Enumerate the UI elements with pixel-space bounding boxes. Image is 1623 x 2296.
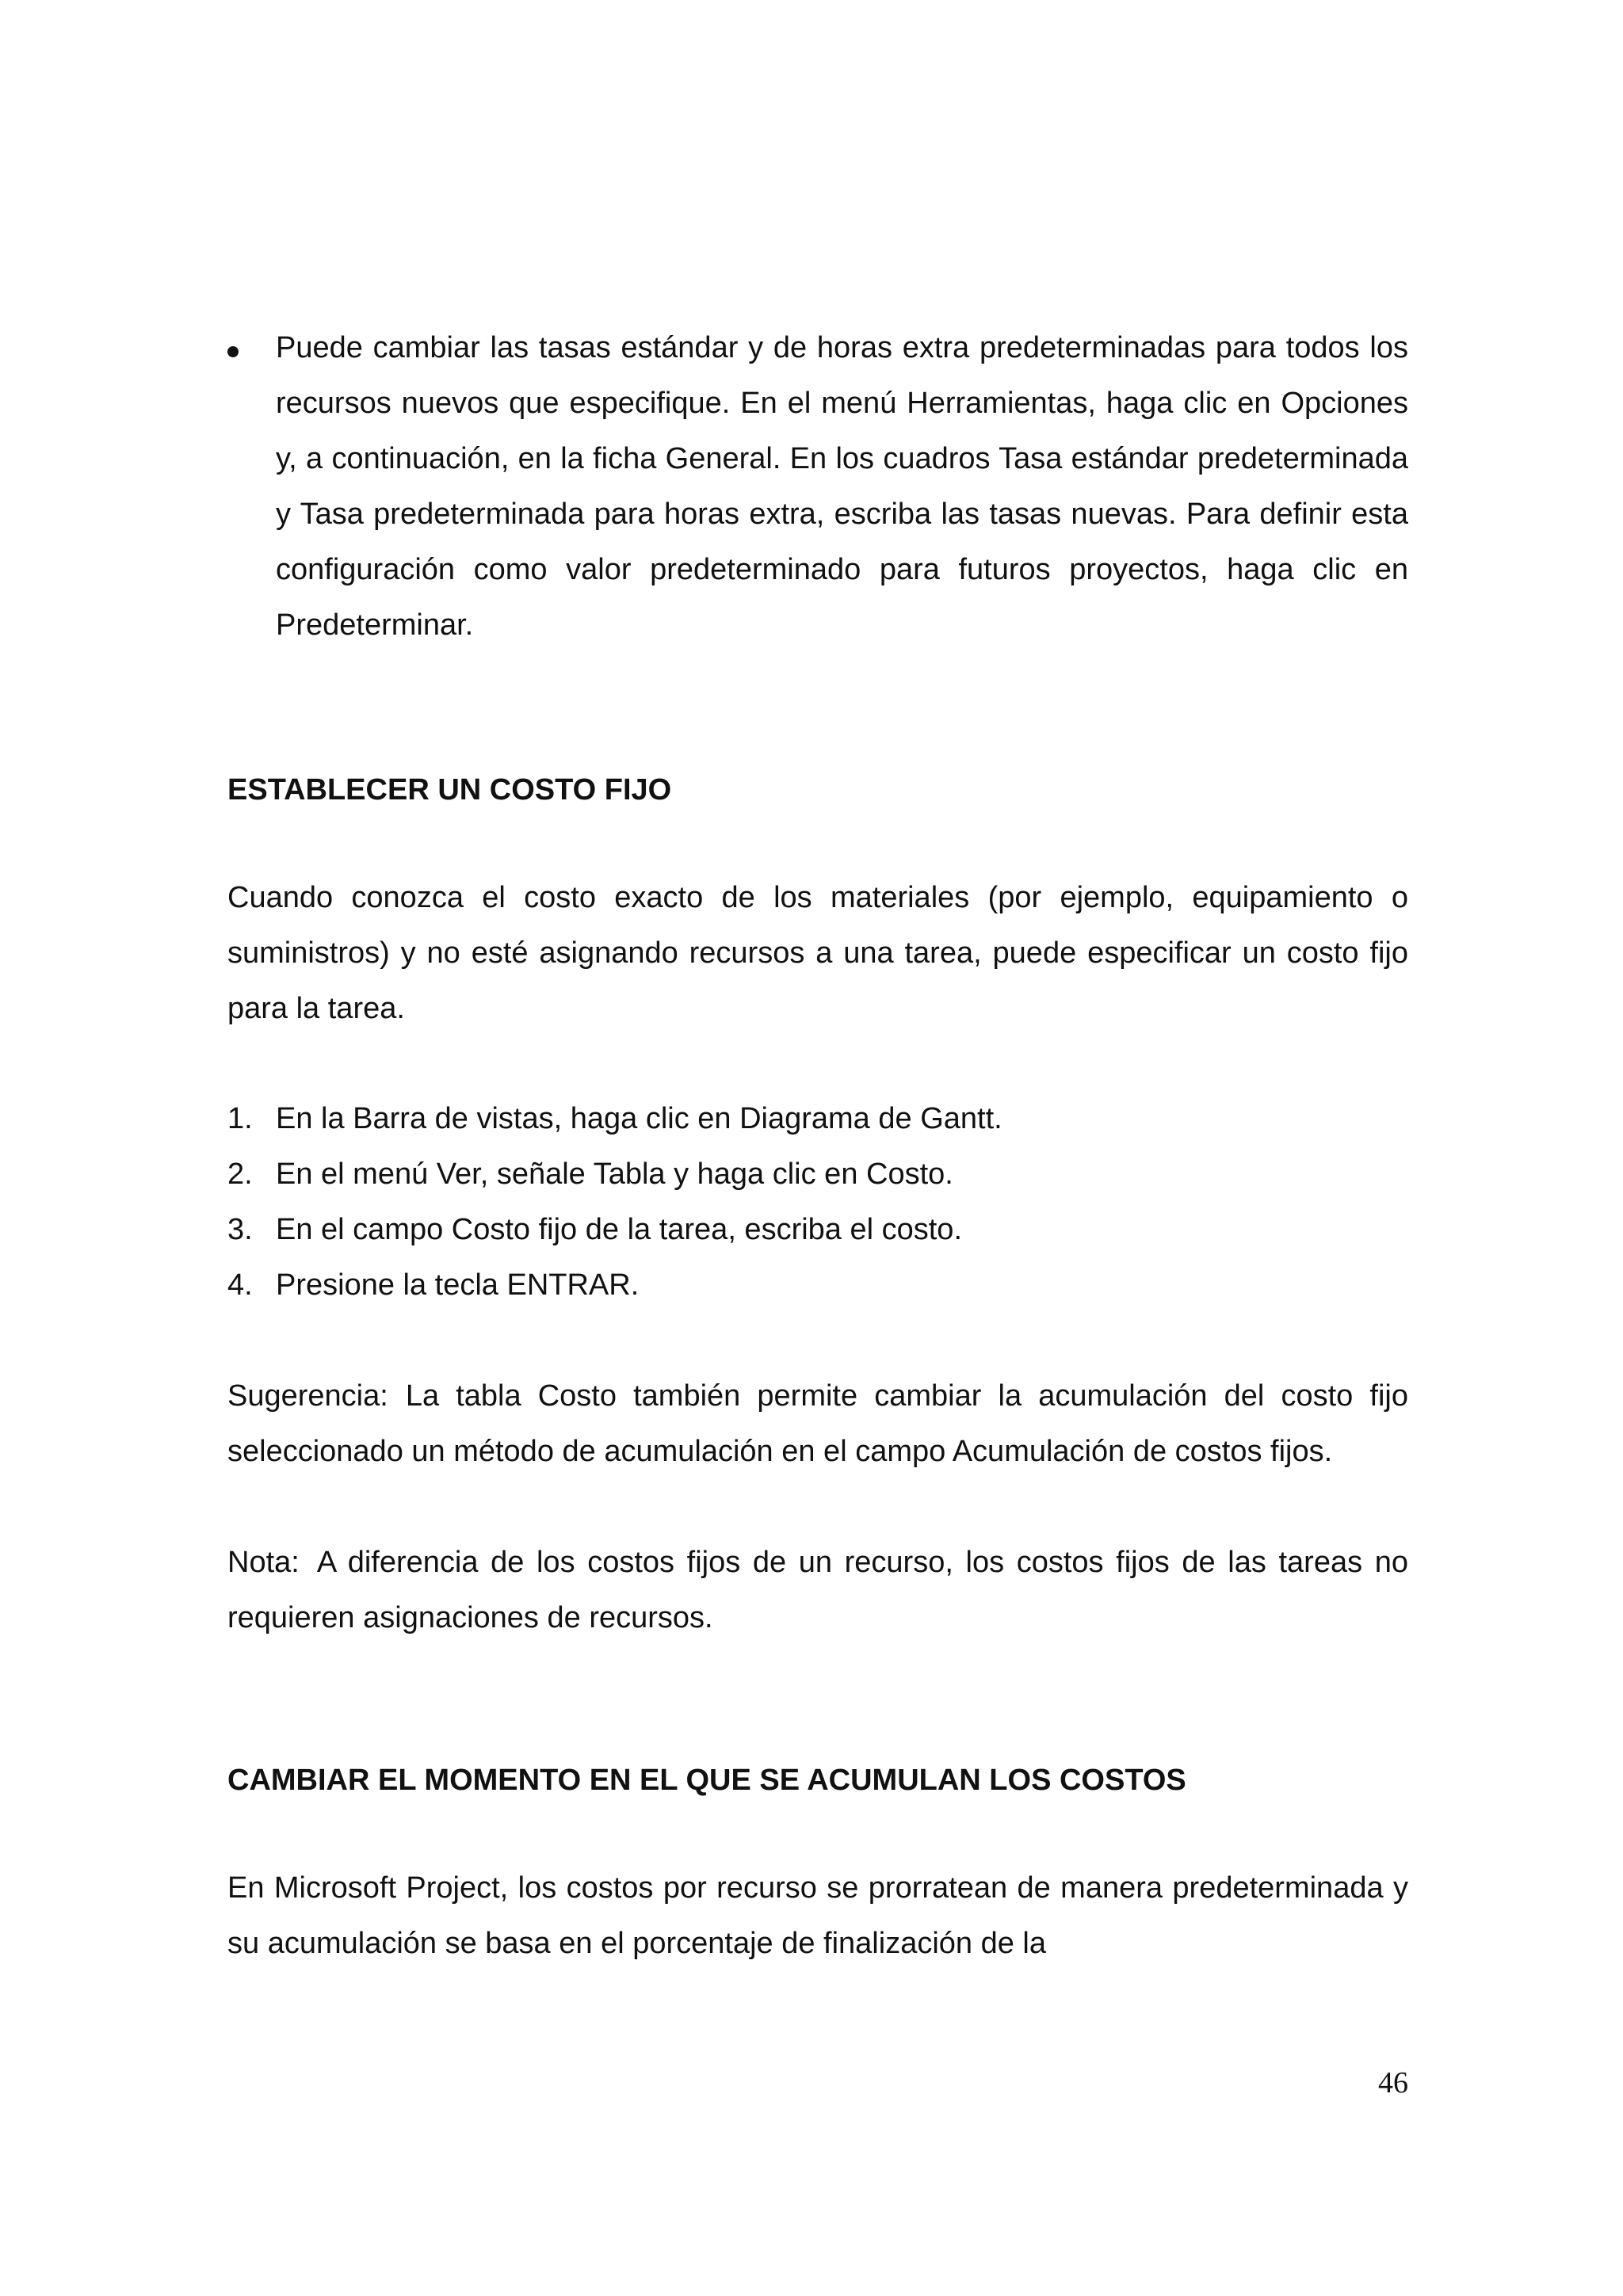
page-number: 46 (1378, 2066, 1408, 2100)
note-text: A diferencia de los costos fijos de un recurso, los costos fijos de las tareas no requieren asignaciones de recursos. (227, 1546, 1408, 1634)
bullet-dot (227, 346, 239, 357)
section-heading-acumulacion-costos: CAMBIAR EL MOMENTO EN EL QUE SE ACUMULAN LOS COSTOS (227, 1764, 1186, 1797)
tip-text: La tabla Costo también permite cambiar la acumulación del costo fijo seleccionado un método de acumulación en el campo Acumulación de costos fijos. (227, 1379, 1408, 1468)
intro-paragraph: Cuando conozca el costo exacto de los materiales (por ejemplo, equipamiento o suministros) y no esté asignando recursos a una tarea, puede especificar un costo fijo para la tarea. (227, 881, 1408, 1025)
step-number: 4. (227, 1268, 253, 1302)
list-item (227, 1257, 1408, 1313)
list-item (227, 1202, 1408, 1257)
list-item (227, 1091, 1408, 1146)
bullet-item (227, 320, 1408, 653)
note-paragraph (227, 1535, 1408, 1646)
tip-label: Sugerencia: (227, 1379, 388, 1413)
step-text: En el campo Costo fijo de la tarea, escriba el costo. (276, 1213, 963, 1246)
step-number: 2. (227, 1158, 253, 1191)
tip-paragraph (227, 1368, 1408, 1479)
step-text: Presione la tecla ENTRAR. (276, 1268, 640, 1302)
list-item (227, 1146, 1408, 1202)
step-text: En la Barra de vistas, haga clic en Diagrama de Gantt. (276, 1102, 1002, 1135)
note-label: Nota: (227, 1546, 300, 1579)
section-heading-costo-fijo: ESTABLECER UN COSTO FIJO (227, 773, 672, 807)
step-text: En el menú Ver, señale Tabla y haga clic en Costo. (276, 1158, 953, 1191)
section2-paragraph: En Microsoft Project, los costos por recurso se prorratean de manera predeterminada y su acumulación se basa en el porcentaje de finalización de la (227, 1871, 1408, 1960)
bullet-text: Puede cambiar las tasas estándar y de horas extra predeterminadas para todos los recursos nuevos que especifique. En el menú Herramientas, haga clic en Opciones y, a continuación, en la ficha General. En los cuadros Tasa estándar predeterminada y Tasa predeterminada para horas extra, escriba las tasas nuevas. Para definir esta configuración como valor predeterminado para futuros proyectos, haga clic en Predeterminar. (276, 331, 1408, 642)
steps-list (227, 1091, 1408, 1313)
step-number: 1. (227, 1102, 253, 1135)
step-number: 3. (227, 1213, 253, 1246)
